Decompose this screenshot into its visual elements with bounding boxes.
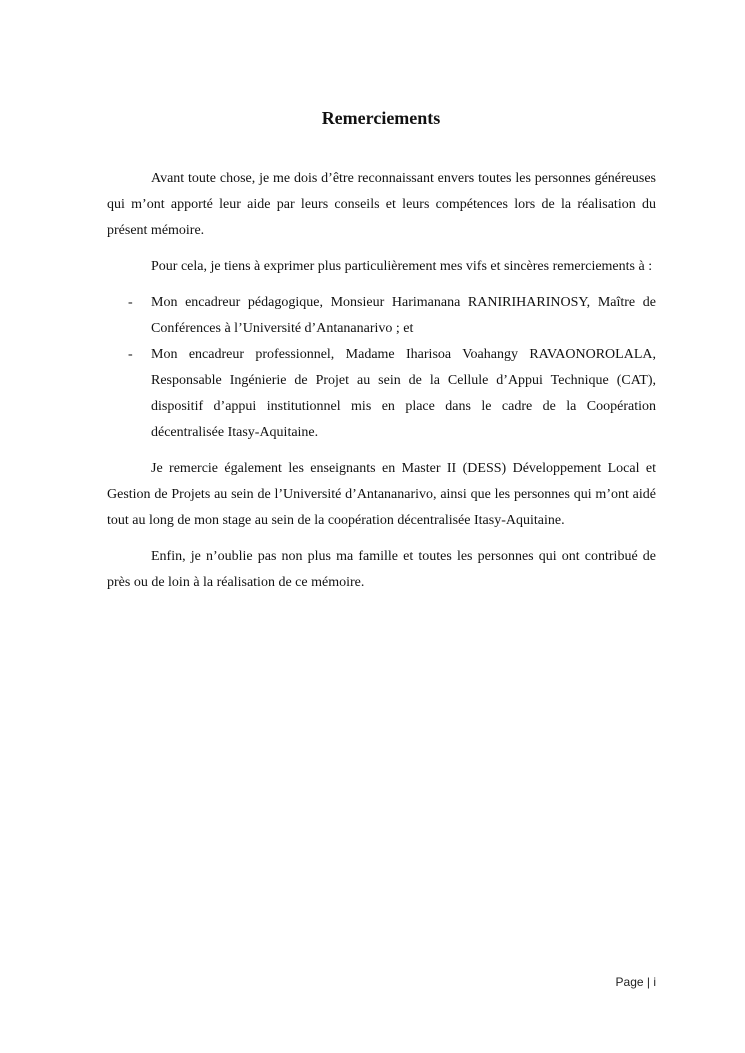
list-item-text: Mon encadreur professionnel, Madame Iharisoa Voahangy RAVAONOROLALA, Responsable Ingénierie de Projet au sein de la Cellule d’Appui Technique (CAT), dispositif d’appui institutionnel mis en place dans le cadre de la Coopération décentralisée Itasy-Aquitaine. — [151, 347, 656, 440]
document-body — [107, 166, 656, 606]
thanks-list — [107, 290, 656, 446]
paragraph-teachers: Je remercie également les enseignants en Master II (DESS) Développement Local et Gestion de Projets au sein de l’Université d’Antananarivo, ainsi que les personnes qui m’ont aidé tout au long de mon stage au sein de la coopération décentralisée Itasy-Aquitaine. — [107, 461, 656, 528]
list-bullet: - — [128, 295, 133, 310]
list-item — [107, 342, 656, 446]
paragraph-thanks-lead: Pour cela, je tiens à exprimer plus particulièrement mes vifs et sincères remerciements à : — [151, 259, 653, 274]
page-title: Remerciements — [321, 108, 441, 128]
list-item-text: Mon encadreur pédagogique, Monsieur Harimanana RANIRIHARINOSY, Maître de Conférences à l’Université d’Antananarivo ; et — [151, 295, 656, 336]
paragraph-family: Enfin, je n’oublie pas non plus ma famille et toutes les personnes qui ont contribué de près ou de loin à la réalisation de ce mémoire. — [107, 549, 656, 590]
page-number: Page | i — [615, 975, 656, 989]
paragraph-intro: Avant toute chose, je me dois d’être reconnaissant envers toutes les personnes généreuses qui m’ont apporté leur aide par leurs conseils et leurs compétences lors de la réalisation du présent mémoire. — [107, 171, 656, 238]
list-bullet: - — [128, 347, 133, 362]
list-item — [107, 290, 656, 342]
